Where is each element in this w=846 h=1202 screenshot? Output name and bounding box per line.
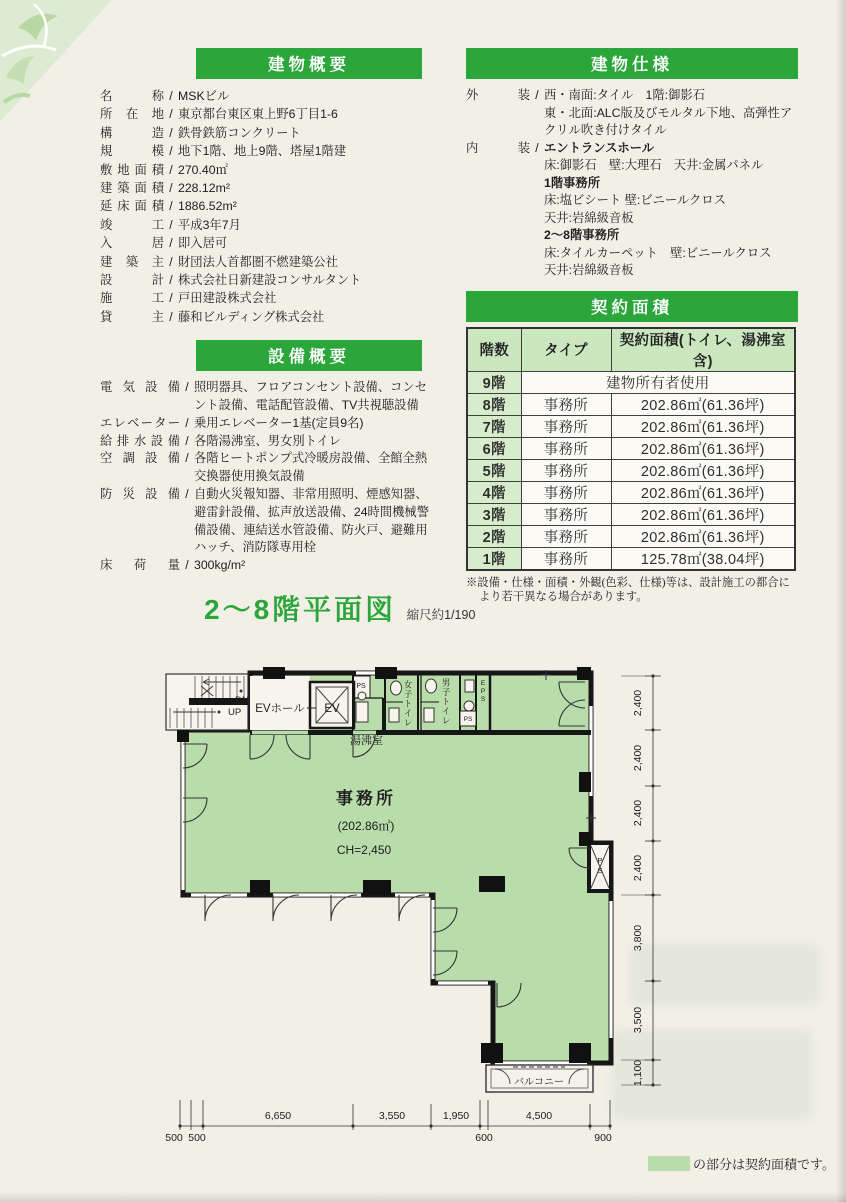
svg-text:500: 500	[188, 1132, 206, 1144]
area-cell: 202.86㎡(61.36坪)	[611, 459, 795, 481]
row-value: 東京都台東区東上野6丁目1-6	[178, 107, 338, 122]
building-overview-rows	[100, 87, 434, 326]
row-separator: /	[169, 162, 173, 177]
svg-text:6,650: 6,650	[264, 1110, 292, 1122]
corner-triangle	[0, 0, 112, 122]
row-value: 228.12m²	[178, 181, 230, 196]
row-separator: /	[169, 125, 173, 140]
row-separator: /	[169, 236, 173, 251]
row-label: 名称	[100, 89, 164, 103]
svg-text:1,100: 1,100	[632, 1059, 644, 1087]
row-separator: /	[185, 415, 189, 430]
equipment-row	[100, 433, 434, 451]
row-value: 1886.52m²	[178, 199, 237, 214]
row-separator: /	[185, 451, 189, 466]
area-cell: 125.78㎡(38.04坪)	[611, 547, 795, 570]
section-header-equipment: 設備概要	[196, 340, 422, 371]
ev-label: EV	[324, 703, 340, 715]
floor-cell: 5階	[467, 459, 521, 481]
svg-text:2,400: 2,400	[632, 854, 644, 882]
floor-cell: 2階	[467, 525, 521, 547]
floor-plan-title: 2〜8階平面図	[204, 594, 397, 625]
row-value: 財団法人首都圏不燃建築公社	[178, 254, 338, 269]
row-separator: /	[169, 89, 173, 103]
row-separator: /	[169, 309, 173, 324]
type-cell: 事務所	[521, 481, 611, 503]
row-value: 即入居可	[178, 236, 228, 251]
type-cell: 事務所	[521, 393, 611, 415]
row-label: 空調設備	[100, 451, 180, 466]
row-value: 照明器具、フロアコンセント設備、コンセント設備、電話配管設備、TV共視聴設備	[194, 380, 428, 413]
spec-line: 床:御影石 壁:大理石 天井:金属パネル	[544, 158, 764, 172]
ev-hall-label: EVホール	[255, 703, 305, 715]
row-label: 床荷量	[100, 558, 180, 573]
equipment-row	[100, 486, 434, 557]
area-cell: 202.86㎡(61.36坪)	[611, 415, 795, 437]
floor-plan	[113, 646, 713, 1171]
row-value: 自動火災報知器、非常用照明、煙感知器、避雷針設備、拡声放送設備、24時間機械警備設備、連結送水管設備、防火戸、避難用ハッチ、消防隊専用栓	[194, 487, 430, 555]
spec-row	[100, 234, 434, 252]
section-header-building-overview: 建物概要	[196, 48, 422, 79]
row-separator: /	[169, 217, 173, 232]
svg-text:500: 500	[165, 1132, 183, 1144]
kitchenette-label: 湯沸室	[350, 735, 383, 747]
row-separator: /	[169, 291, 173, 306]
svg-text:1,950: 1,950	[442, 1110, 470, 1122]
table-row	[467, 547, 795, 570]
spec-row	[100, 87, 434, 105]
area-cell: 202.86㎡(61.36坪)	[611, 437, 795, 459]
svg-text:4,500: 4,500	[525, 1110, 553, 1122]
row-separator: /	[169, 107, 173, 122]
page-edge-shadow-bottom	[0, 1192, 846, 1202]
spec-line: 西・南面:タイル 1階:御影石	[544, 88, 705, 102]
equipment-rows	[100, 379, 434, 575]
table-row	[467, 437, 795, 459]
table-row	[467, 525, 795, 547]
spec-line: 天井:岩綿級音板	[544, 210, 634, 225]
table-row	[467, 459, 795, 481]
row-label: 入居	[100, 236, 164, 251]
row-label: 建築主	[100, 254, 164, 269]
legend-green-swatch	[648, 1156, 690, 1171]
legend-text: の部分は契約面積です。	[693, 1157, 835, 1172]
floor-cell: 6階	[467, 437, 521, 459]
row-label: 建築面積	[100, 181, 164, 196]
floor-cell: 9階	[467, 371, 521, 393]
spec-line: 床:タイルカーペット 壁:ビニールクロス	[544, 245, 772, 260]
spec-row	[100, 197, 434, 215]
svg-text:2,400: 2,400	[632, 799, 644, 827]
table-footnote: ※設備・仕様・面積・外観(色彩、仕様)等は、設計施工の都合により若干異なる場合があります。	[466, 576, 790, 603]
womens-toilet-label: 女子トイレ	[403, 680, 413, 728]
row-label: エレベーター	[100, 415, 180, 430]
svg-text:2,400: 2,400	[632, 689, 644, 717]
row-separator: /	[535, 140, 539, 155]
balcony-label: バルコニー	[514, 1077, 564, 1088]
row-separator: /	[169, 273, 173, 288]
ps-top-label: PS	[356, 683, 366, 690]
col-header-type: タイプ	[521, 328, 611, 372]
row-label: 外装	[466, 88, 530, 102]
stairs-dn-label: DN	[235, 695, 249, 706]
row-label: 敷地面積	[100, 162, 164, 177]
area-cell: 202.86㎡(61.36坪)	[611, 525, 795, 547]
row-label: 規模	[100, 144, 164, 159]
row-label: 内装	[466, 140, 530, 155]
row-label: 防災設備	[100, 487, 180, 502]
row-value: 各階ヒートポンプ式冷暖房設備、全館全熱交換器使用換気設備	[194, 451, 428, 484]
row-value: MSKビル	[178, 89, 230, 103]
row-value: 270.40㎡	[178, 162, 228, 177]
spec-line: 天井:岩綿級音板	[544, 263, 634, 277]
equipment-row	[100, 415, 434, 433]
row-separator: /	[185, 433, 189, 448]
svg-text:3,500: 3,500	[632, 1006, 644, 1034]
spec-row	[100, 124, 434, 142]
ps-right-label: PS	[595, 856, 605, 876]
svg-text:3,800: 3,800	[632, 924, 644, 952]
row-separator: /	[185, 558, 189, 573]
row-value: 藤和ビルディング株式会社	[178, 309, 325, 324]
equipment-row	[100, 557, 434, 575]
row-value: 株式会社日新建設コンサルタント	[178, 273, 362, 288]
spec-row	[100, 271, 434, 289]
dimension-labels-right	[632, 690, 644, 1086]
ceiling-height-label: CH=2,450	[336, 843, 392, 857]
table-header-row	[467, 328, 795, 372]
row-label: 電気設備	[100, 380, 180, 395]
table-row-owner	[467, 371, 795, 393]
row-separator: /	[169, 181, 173, 196]
spec-row	[100, 179, 434, 197]
type-cell: 事務所	[521, 525, 611, 547]
row-separator: /	[535, 88, 539, 102]
section-header-building-spec: 建物仕様	[466, 48, 798, 79]
row-label: 施工	[100, 291, 164, 306]
spec-row	[100, 161, 434, 179]
row-value: 戸田建設株式会社	[178, 291, 277, 306]
right-column	[466, 48, 798, 604]
spec-line: エントランスホール	[544, 140, 655, 155]
owner-use-cell: 建物所有者使用	[521, 371, 795, 393]
spec-row	[100, 105, 434, 123]
type-cell: 事務所	[521, 547, 611, 570]
col-header-floor: 階数	[467, 328, 521, 372]
exterior-lines	[544, 87, 798, 140]
row-value: 鉄骨鉄筋コンクリート	[178, 125, 301, 140]
svg-text:600: 600	[475, 1132, 493, 1144]
floor-cell: 4階	[467, 481, 521, 503]
interior-lines	[544, 140, 798, 280]
door-opening	[353, 731, 376, 735]
stairs-up-label: UP	[228, 707, 242, 718]
spec-line: 床:塩ビシート 壁:ビニールクロス	[544, 193, 726, 207]
row-value: 乗用エレベーター1基(定員9名)	[194, 415, 364, 430]
row-label: 延床面積	[100, 199, 164, 214]
floor-plan-title-block	[204, 588, 475, 628]
ps-mid-label: PS	[463, 716, 473, 723]
row-separator: /	[169, 254, 173, 269]
table-row	[467, 503, 795, 525]
row-label: 設計	[100, 273, 164, 288]
equipment-row	[100, 379, 434, 415]
row-separator: /	[185, 380, 189, 395]
table-row	[467, 415, 795, 437]
spec-line: 1階事務所	[544, 175, 601, 190]
door-opening	[252, 731, 308, 735]
floor-cell: 1階	[467, 547, 521, 570]
page-edge-shadow-right	[836, 0, 846, 1202]
floor-cell: 7階	[467, 415, 521, 437]
contract-area-table	[466, 327, 796, 571]
row-value: 300kg/m²	[194, 558, 246, 573]
floor-cell: 3階	[467, 503, 521, 525]
type-cell: 事務所	[521, 415, 611, 437]
area-cell: 202.86㎡(61.36坪)	[611, 503, 795, 525]
equipment-row	[100, 450, 434, 486]
spec-line: 東・北面:ALC版及びモルタル下地、高弾性アクリル吹き付けタイル	[544, 105, 793, 137]
eps-label: EPS	[479, 680, 487, 704]
row-label: 貸主	[100, 309, 164, 324]
row-label: 構造	[100, 125, 164, 140]
spec-row	[100, 216, 434, 234]
left-column	[100, 48, 434, 575]
svg-text:2,400: 2,400	[632, 744, 644, 772]
svg-text:900: 900	[594, 1132, 612, 1144]
row-separator: /	[169, 199, 173, 214]
dimension-labels-bottom	[165, 1110, 612, 1144]
spec-row	[100, 308, 434, 326]
row-separator: /	[169, 144, 173, 159]
row-label: 竣工	[100, 217, 164, 232]
legend	[648, 1154, 835, 1173]
row-value: 各階湯沸室、男女別トイレ	[194, 433, 341, 448]
type-cell: 事務所	[521, 503, 611, 525]
spec-row	[100, 289, 434, 307]
table-row	[467, 481, 795, 503]
row-value: 平成3年7月	[178, 217, 241, 232]
col-header-area: 契約面積(トイレ、湯沸室含)	[611, 328, 795, 372]
spec-line: 2〜8階事務所	[544, 228, 620, 242]
row-label: 給排水設備	[100, 433, 180, 448]
mens-toilet-label: 男子トイレ	[441, 678, 451, 726]
office-label: 事務所	[336, 789, 396, 808]
row-value: 地下1階、地上9階、塔屋1階建	[178, 144, 347, 159]
building-spec-block	[466, 87, 798, 280]
spec-row	[100, 142, 434, 160]
office-area-label: (202.86㎡)	[337, 819, 395, 833]
table-row	[467, 393, 795, 415]
floor-cell: 8階	[467, 393, 521, 415]
floor-plan-scale: 縮尺約1/190	[406, 608, 476, 622]
row-label: 所在地	[100, 107, 164, 122]
type-cell: 事務所	[521, 437, 611, 459]
spec-row	[100, 253, 434, 271]
area-cell: 202.86㎡(61.36坪)	[611, 393, 795, 415]
type-cell: 事務所	[521, 459, 611, 481]
area-cell: 202.86㎡(61.36坪)	[611, 481, 795, 503]
row-separator: /	[185, 487, 189, 502]
section-header-contract-area: 契約面積	[466, 291, 798, 322]
svg-text:3,550: 3,550	[378, 1110, 406, 1122]
